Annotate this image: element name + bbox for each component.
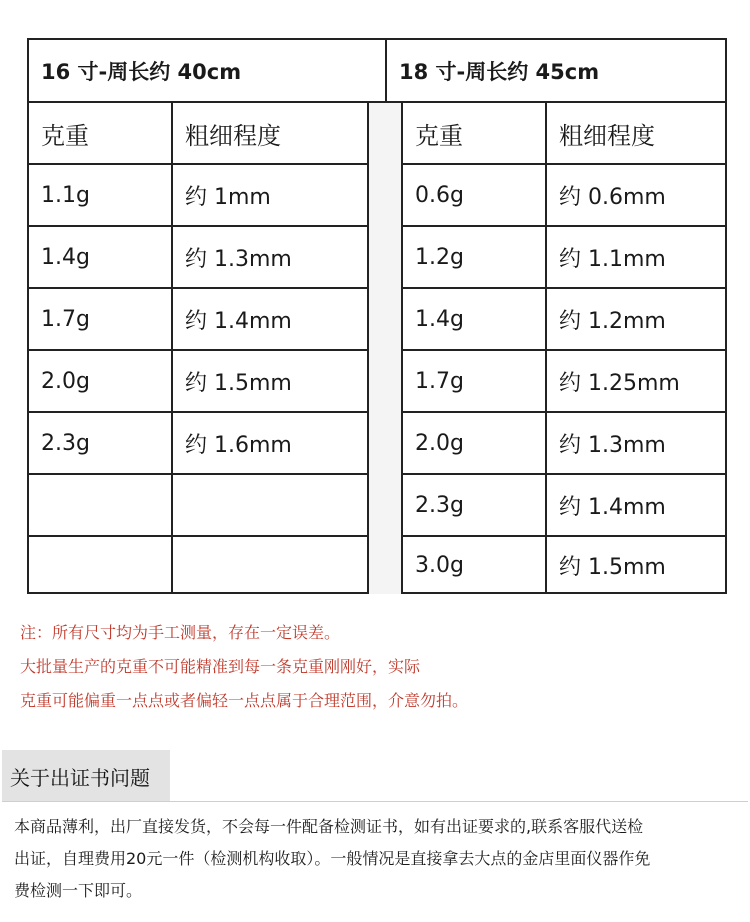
right-row-weight: 0.6g (415, 182, 464, 208)
table-rule (401, 411, 727, 413)
certificate-text-line: 出证，自理费用20元一件（检测机构收取）。一般情况是直接拿去大点的金店里面仪器作免 (14, 849, 651, 868)
table-rule (385, 40, 387, 102)
right-row-thickness: 约 1.5mm (559, 554, 666, 580)
left-row-thickness: 约 1mm (185, 184, 271, 210)
table-rule (401, 163, 727, 165)
table-rule (29, 225, 369, 227)
left-col-weight-header: 克重 (41, 121, 89, 150)
left-row-thickness: 约 1.4mm (185, 308, 292, 334)
right-row-weight: 2.3g (415, 492, 464, 518)
note-line: 大批量生产的克重不可能精准到每一条克重刚刚好，实际 (20, 657, 421, 676)
right-row-weight: 2.0g (415, 430, 464, 456)
right-row-thickness: 约 0.6mm (559, 184, 666, 210)
table-rule (29, 349, 369, 351)
table-rule (29, 163, 369, 165)
table-rule (401, 287, 727, 289)
left-row-weight: 2.0g (41, 368, 90, 394)
left-row-weight: 1.7g (41, 306, 90, 332)
table-rule (401, 473, 727, 475)
left-table-title: 16 寸-周长约 40cm (41, 60, 242, 84)
table-rule (29, 287, 369, 289)
left-col-thickness-header: 粗细程度 (185, 121, 281, 150)
right-row-weight: 1.7g (415, 368, 464, 394)
note-line: 克重可能偏重一点点或者偏轻一点点属于合理范围，介意勿拍。 (20, 691, 469, 710)
right-col-weight-header: 克重 (415, 121, 463, 150)
left-row-weight: 2.3g (41, 430, 90, 456)
right-col-thickness-header: 粗细程度 (559, 121, 655, 150)
right-row-thickness: 约 1.1mm (559, 246, 666, 272)
left-row-weight: 1.4g (41, 244, 90, 270)
left-row-weight (29, 474, 171, 536)
left-row-thickness: 约 1.6mm (185, 432, 292, 458)
certificate-heading: 关于出证书问题 (2, 750, 170, 802)
left-row-thickness: 约 1.3mm (185, 246, 292, 272)
size-weight-table (27, 38, 727, 594)
right-row-weight: 1.2g (415, 244, 464, 270)
table-rule (29, 101, 727, 103)
right-row-weight: 3.0g (415, 552, 464, 578)
left-row-thickness: 约 1.5mm (185, 370, 292, 396)
certificate-text-line: 费检测一下即可。 (14, 881, 143, 900)
note-line: 注：所有尺寸均为手工测量，存在一定误差。 (20, 623, 341, 642)
right-row-weight: 1.4g (415, 306, 464, 332)
table-rule (29, 473, 369, 475)
table-rule (401, 225, 727, 227)
right-row-thickness: 约 1.2mm (559, 308, 666, 334)
table-rule (401, 349, 727, 351)
right-table-title: 18 寸-周长约 45cm (399, 60, 600, 84)
left-row-thickness (173, 536, 369, 594)
right-row-thickness: 约 1.25mm (559, 370, 680, 396)
table-rule (367, 102, 369, 594)
table-divider-gap (369, 102, 401, 594)
left-row-weight (29, 536, 171, 594)
right-row-thickness: 约 1.4mm (559, 494, 666, 520)
left-row-weight: 1.1g (41, 182, 90, 208)
section-divider (2, 801, 748, 802)
table-rule (401, 535, 727, 537)
table-rule (401, 102, 403, 594)
table-rule (171, 102, 173, 594)
table-rule (29, 411, 369, 413)
certificate-text-line: 本商品薄利，出厂直接发货，不会每一件配备检测证书，如有出证要求的,联系客服代送检 (14, 817, 644, 836)
right-row-thickness: 约 1.3mm (559, 432, 666, 458)
left-row-thickness (173, 474, 369, 536)
table-rule (545, 102, 547, 594)
table-rule (29, 535, 369, 537)
